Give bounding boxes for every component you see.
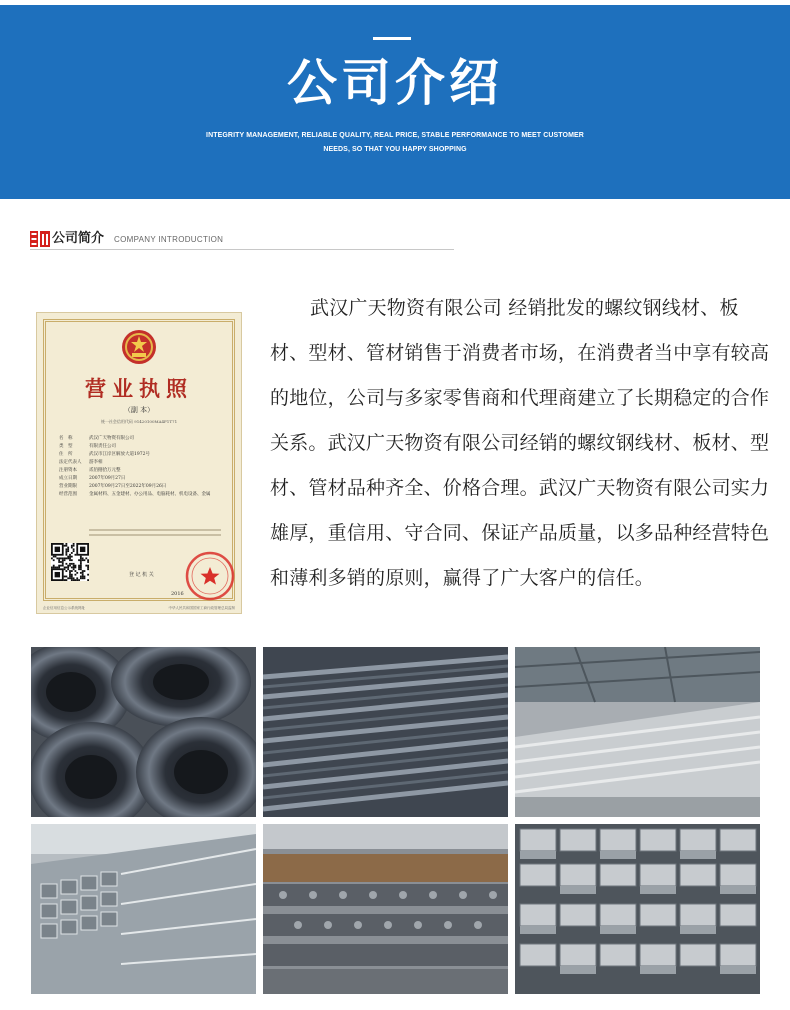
page-subtitle: INTEGRITY MANAGEMENT, RELIABLE QUALITY, REAL PRICE, STABLE PERFORMANCE TO MEET CUSTOMER NEEDS, SO THAT YOU HAPPY SHOPPING	[206, 132, 584, 153]
license-row	[59, 451, 229, 459]
license-row-value: 贰佰捌拾万元整	[89, 468, 121, 473]
license-footer-right: 中华人民共和国国家工商行政管理总局监制	[168, 606, 235, 610]
steel-wire-coils-photo	[31, 647, 256, 817]
company-logo-icon	[30, 231, 50, 247]
license-row-value: 游李相	[89, 460, 103, 465]
license-row	[59, 459, 229, 467]
header-banner	[0, 5, 790, 199]
section-title-english: COMPANY INTRODUCTION	[114, 235, 224, 244]
national-emblem-icon	[121, 329, 157, 365]
qr-code-icon	[51, 543, 89, 581]
section-divider	[30, 249, 454, 250]
license-scope-lines	[89, 529, 221, 539]
license-title: 营业执照	[85, 376, 193, 401]
license-row-value: 金属材料、五金建材、办公用品、电脑耗材、机电设备、金属	[89, 492, 211, 497]
license-row	[59, 491, 229, 499]
page-title: 公司介绍	[287, 54, 503, 112]
license-year: 2016	[171, 591, 184, 597]
license-row-key: 成立日期	[59, 476, 77, 481]
rebar-stack-yard-photo	[263, 824, 508, 994]
license-row	[59, 483, 229, 491]
license-row-key: 营业期限	[59, 484, 77, 489]
section-heading	[30, 226, 454, 252]
license-row-value: 有限责任公司	[89, 444, 116, 449]
flat-steel-bars-photo	[515, 824, 760, 994]
license-row	[59, 443, 229, 451]
business-license-image	[36, 312, 242, 614]
license-row-key: 经营范围	[59, 492, 77, 497]
license-row-value: 2007年09月27日至2022年09月26日	[89, 484, 167, 489]
banner-dash-divider	[373, 37, 411, 40]
license-row	[59, 467, 229, 475]
section-title: 公司简介	[52, 231, 105, 246]
galvanized-tubes-warehouse-photo	[515, 647, 760, 817]
license-row	[59, 475, 229, 483]
license-row-value: 武汉市江岸区解放大道1972号	[89, 452, 150, 457]
license-copy-label: （副 本）	[123, 406, 155, 414]
license-row-key: 住 所	[59, 452, 73, 457]
license-row-key: 法定代表人	[59, 460, 82, 465]
license-row	[59, 435, 229, 443]
rebar-bundles-photo	[263, 647, 508, 817]
company-intro-text: 武汉广天物资有限公司 经销批发的螺纹钢线材、板材、型材、管材销售于消费者市场，在消费者当中享有较高的地位，公司与多家零售商和代理商建立了长期稳定的合作关系。武汉广天物资有限公司经销的螺纹钢线材、板材、型材、管材品种齐全、价格合理。武汉广天物资有限公司实力雄厚，重信用、守合同、保证产品质量，以多品种经营特色和薄利多销的原则，赢得了广大客户的信任。	[270, 297, 770, 589]
license-row-key: 名 称	[59, 436, 73, 441]
license-row-value: 2007年09月27日	[89, 476, 126, 481]
license-details	[59, 435, 229, 499]
license-row-key: 注册资本	[59, 468, 77, 473]
square-tubes-stack-photo	[31, 824, 256, 994]
official-seal-icon	[185, 551, 235, 601]
license-footer-left: 企业信用信息公示系统网址	[43, 606, 85, 610]
license-row-key: 类 型	[59, 444, 73, 449]
license-registrar: 登 记 机 关	[129, 572, 154, 578]
license-row-value: 武汉广天物资有限公司	[89, 436, 134, 441]
license-credit-code: 统一社会信用代码 91420100MA4F1T71	[100, 419, 178, 424]
